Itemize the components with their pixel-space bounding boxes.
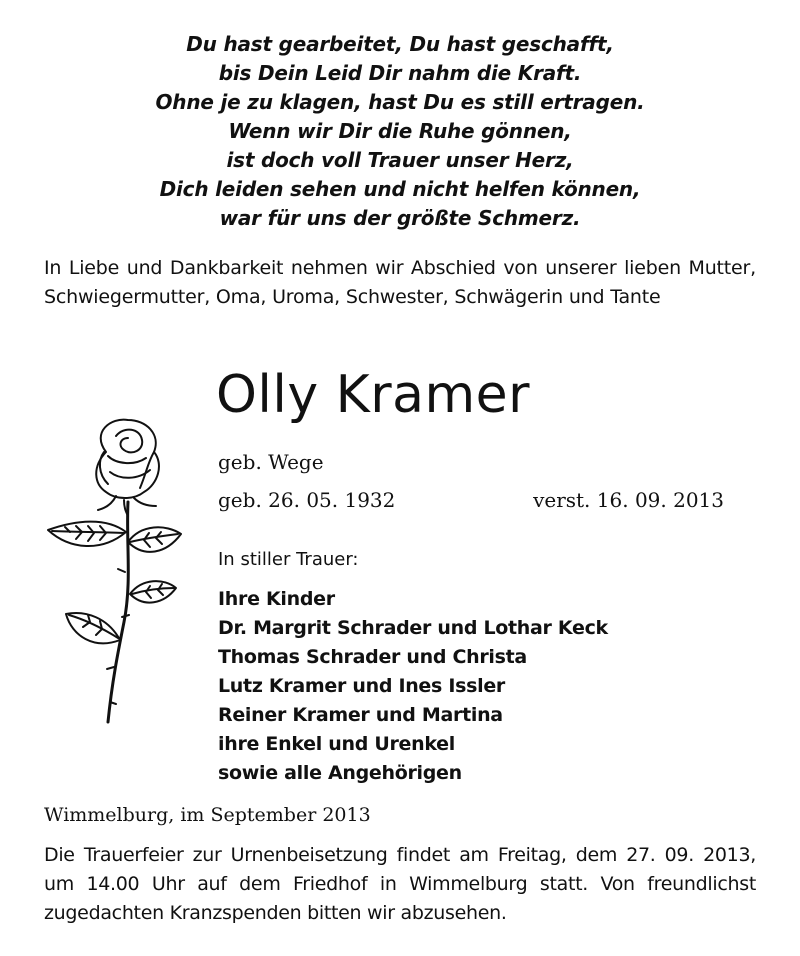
mourner-line: Lutz Kramer und Ines Issler: [218, 675, 506, 697]
mourners-list: [218, 585, 608, 788]
mourner-line: Dr. Margrit Schrader und Lothar Keck: [218, 617, 608, 639]
death-date: verst. 16. 09. 2013: [533, 488, 724, 512]
deceased-name: Olly Kramer: [216, 365, 530, 425]
poem-line: war für uns der größte Schmerz.: [219, 206, 581, 230]
intro-text: In Liebe und Dankbarkeit nehmen wir Abschied von unserer lieben Mutter, Schwiegermutter, Oma, Uroma, Schwester, Schwägerin und Tante: [44, 257, 756, 308]
poem-line: Wenn wir Dir die Ruhe gönnen,: [228, 119, 572, 143]
place-date: Wimmelburg, im September 2013: [44, 804, 371, 826]
poem-line: bis Dein Leid Dir nahm die Kraft.: [218, 61, 582, 85]
birth-name: geb. Wege: [218, 450, 324, 474]
mourner-line: Ihre Kinder: [218, 588, 335, 610]
birth-date: geb. 26. 05. 1932: [218, 488, 396, 512]
poem-line: ist doch voll Trauer unser Herz,: [226, 148, 574, 172]
poem: [40, 30, 760, 233]
rose-icon: [36, 412, 186, 742]
mourner-line: Thomas Schrader und Christa: [218, 646, 527, 668]
poem-line: Du hast gearbeitet, Du hast geschafft,: [186, 32, 614, 56]
mourner-line: sowie alle Angehörigen: [218, 762, 462, 784]
funeral-notice: Die Trauerfeier zur Urnenbeisetzung findet am Freitag, dem 27. 09. 2013, um 14.00 Uhr auf dem Friedhof in Wimmelburg statt. Von freundlichst zugedachten Kranzspenden bitten wir abzusehen.: [44, 844, 756, 924]
mourning-label: In stiller Trauer:: [218, 549, 359, 570]
poem-line: Ohne je zu klagen, hast Du es still ertragen.: [155, 90, 645, 114]
mourner-line: ihre Enkel und Urenkel: [218, 733, 455, 755]
poem-line: Dich leiden sehen und nicht helfen können,: [159, 177, 641, 201]
mourner-line: Reiner Kramer und Martina: [218, 704, 503, 726]
